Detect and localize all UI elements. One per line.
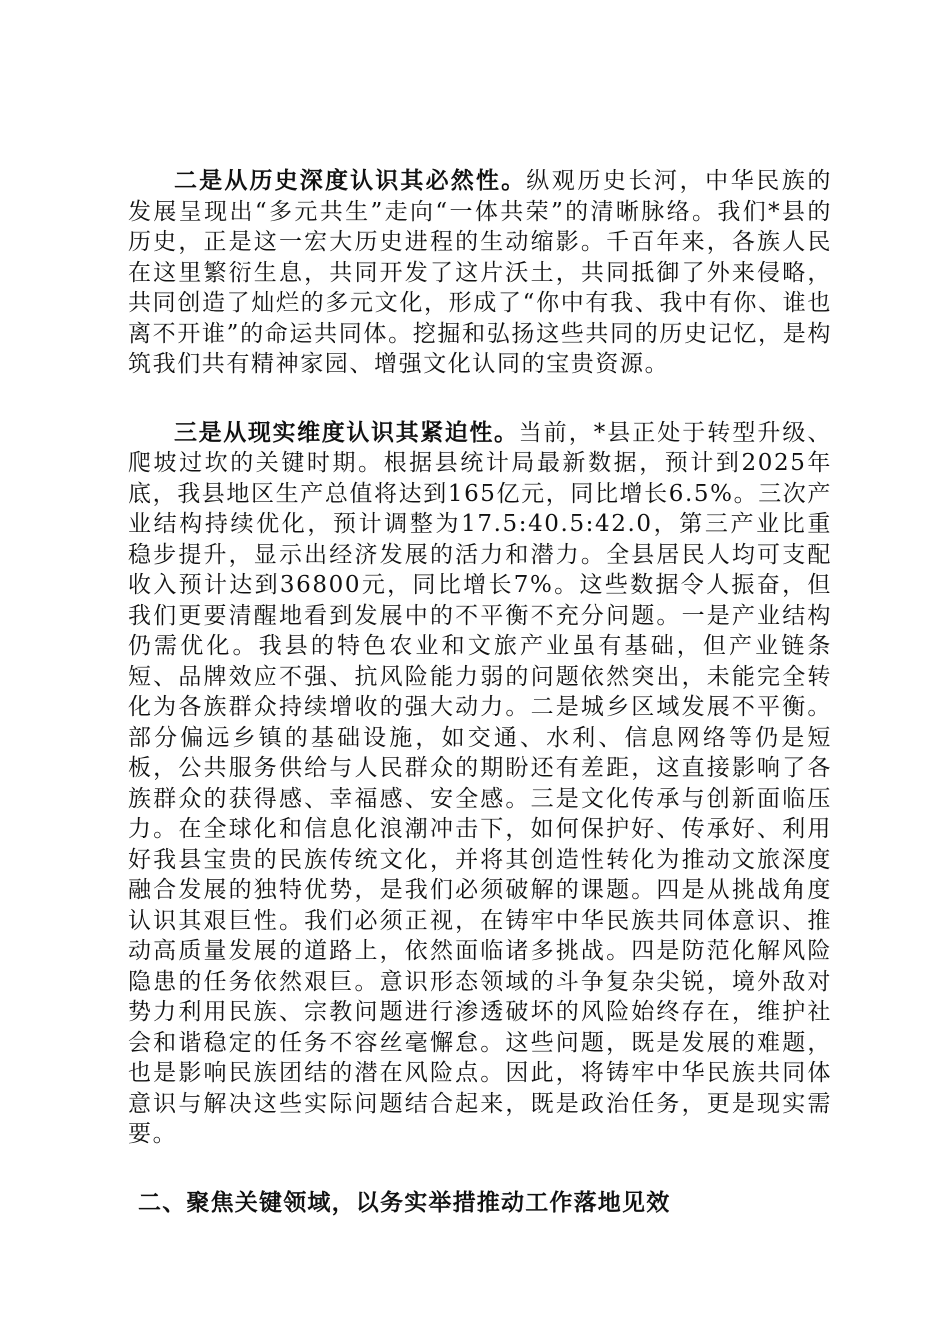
paragraph-historical-necessity bbox=[128, 166, 832, 380]
paragraph-lead-text: 三是从现实维度认识其紧迫性。 bbox=[174, 419, 519, 446]
paragraph-practical-urgency bbox=[128, 418, 832, 1150]
paragraph-body-text: 纵观历史长河，中华民族的发展呈现出“多元共生”走向“一体共荣”的清晰脉络。我们*县的历史，正是这一宏大历史进程的生动缩影。千百年来，各族人民在这里繁衍生息，共同开发了这片沃土，共同抵御了外来侵略，共同创造了灿烂的多元文化，形成了“你中有我、我中有你、谁也离不开谁”的命运共同体。挖掘和弘扬这些共同的历史记忆，是构筑我们共有精神家园、增强文化认同的宝贵资源。 bbox=[128, 168, 832, 377]
paragraph-lead-text: 二是从历史深度认识其必然性。 bbox=[174, 168, 527, 194]
document-body bbox=[128, 166, 832, 1218]
paragraph-body-text: 当前，*县正处于转型升级、爬坡过坎的关键时期。根据县统计局最新数据，预计到2025年底，我县地区生产总值将达到165亿元，同比增长6.5%。三次产业结构持续优化，预计调整为17.5:40.5:42.0，第三产业比重稳步提升，显示出经济发展的活力和潜力。全县居民人均可支配收入预计达到36800元，同比增长7%。这些数据令人振奋，但我们更要清醒地看到发展中的不平衡不充分问题。一是产业结构仍需优化。我县的特色农业和文旅产业虽有基础，但产业链条短、品牌效应不强、抗风险能力弱的问题依然突出，未能完全转化为各族群众持续增收的强大动力。二是城乡区域发展不平衡。部分偏远乡镇的基础设施，如交通、水利、信息网络等仍是短板，公共服务供给与人民群众的期盼还有差距，这直接影响了各族群众的获得感、幸福感、安全感。三是文化传承与创新面临压力。在全球化和信息化浪潮冲击下，如何保护好、传承好、利用好我县宝贵的民族传统文化，并将其创造性转化为推动文旅深度融合发展的独特优势，是我们必须破解的课题。四是从挑战角度认识其艰巨性。我们必须正视，在铸牢中华民族共同体意识、推动高质量发展的道路上，依然面临诸多挑战。四是防范化解风险隐患的任务依然艰巨。意识形态领域的斗争复杂尖锐，境外敌对势力利用民族、宗教问题进行渗透破坏的风险始终存在，维护社会和谐稳定的任务不容丝毫懈怠。这些问题，既是发展的难题，也是影响民族团结的潜在风险点。因此，将铸牢中华民族共同体意识与解决这些实际问题结合起来，既是政治任务，更是现实需要。 bbox=[128, 419, 832, 1147]
section-heading: 二、聚焦关键领域，以务实举措推动工作落地见效 bbox=[138, 1189, 671, 1216]
